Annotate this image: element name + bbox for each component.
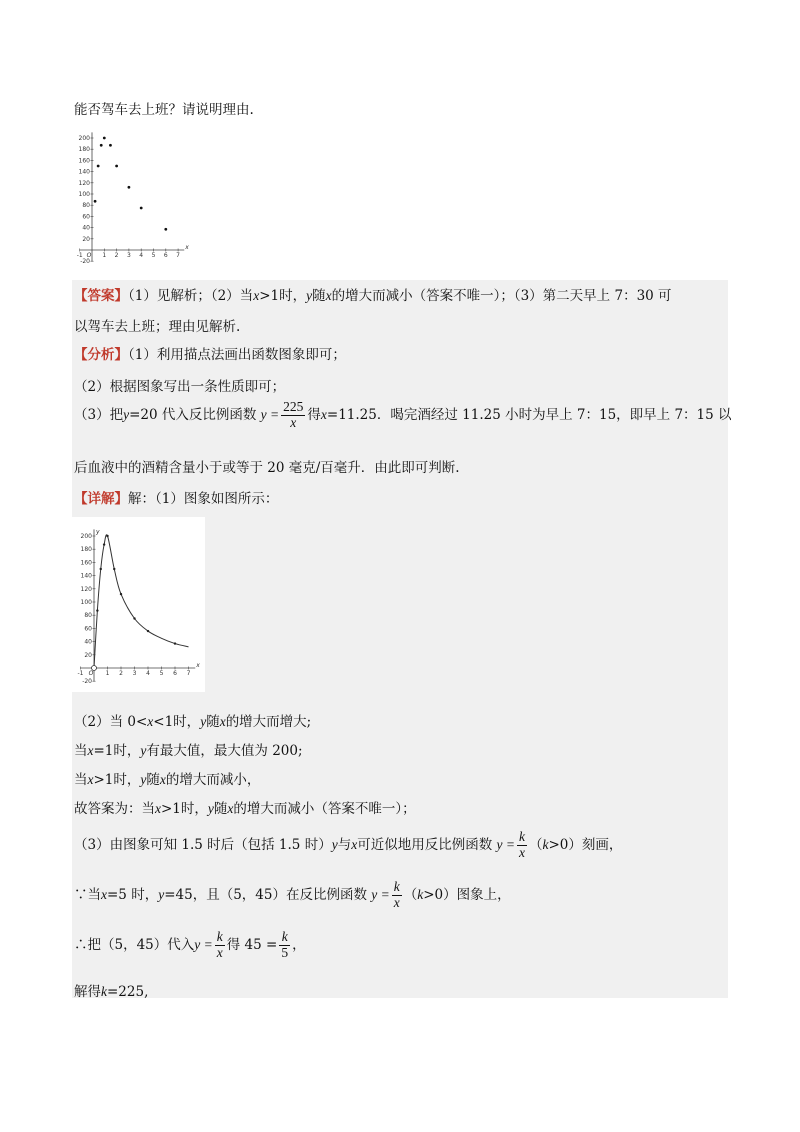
fraction-numerator: k (279, 930, 290, 946)
detail-text: （3）由图象可知 1.5 时后（包括 1.5 时） (74, 836, 332, 853)
x-tick-label: 4 (139, 252, 144, 259)
detail-p3-line-4 (74, 980, 148, 1000)
var-x: x (147, 714, 154, 729)
detail-text: 有最大值，最大值为 200; (146, 743, 303, 759)
x-tick-label: 5 (151, 252, 156, 259)
x-tick-label: -1 (76, 252, 83, 259)
var-y: y (140, 772, 147, 787)
x-axis-label: x (196, 662, 200, 669)
detail-p2-line-1 (74, 710, 311, 730)
analysis-line-4: 后血液中的酒精含量小于或等于 20 毫克/百毫升．由此即可判断. (74, 460, 460, 476)
detail-text: =5 时， (107, 886, 159, 903)
var-x: x (227, 801, 234, 816)
x-axis-label: x (185, 244, 189, 251)
var-k: k (101, 984, 107, 999)
scatter-data-point (97, 165, 100, 168)
curve-plot-figure (72, 517, 205, 692)
curve-data-point (120, 593, 122, 595)
detail-text: 的增大而减小（答案不唯一）； (233, 801, 416, 817)
curve-series-line (94, 535, 189, 668)
fraction-numerator: k (216, 929, 223, 944)
curve-data-point (106, 535, 108, 537)
var-x: x (87, 772, 94, 787)
var-k: k (417, 886, 424, 902)
fraction-denominator: x (290, 414, 297, 430)
scatter-plot-figure (72, 126, 189, 268)
scatter-data-point (94, 200, 97, 203)
scatter-data-point (109, 144, 112, 147)
x-tick-label: 3 (126, 252, 131, 259)
analysis-tag: 【分析】 (74, 347, 128, 363)
fraction-225-over-x (281, 400, 305, 431)
x-tick-label: O (88, 670, 94, 677)
detail-text: =225, (107, 984, 149, 1000)
detail-text: （2）当 0< (74, 714, 148, 730)
y-tick-label: 140 (80, 572, 92, 580)
fraction-k-over-x (215, 930, 225, 961)
x-tick-label: 6 (173, 670, 177, 677)
fraction-k-over-x (517, 830, 527, 861)
y-tick-label: 100 (80, 599, 92, 606)
answer-text: （1）见解析；（2）当 (128, 288, 254, 304)
y-tick-label: 180 (78, 146, 90, 154)
y-tick-label: 80 (84, 612, 92, 620)
y-tick-label: 40 (84, 638, 92, 646)
y-tick-label: 200 (78, 135, 90, 142)
detail-text: =45，且（5，45）在反比例函数 (164, 886, 367, 903)
fraction-denominator: x (518, 844, 525, 860)
x-tick-label: -1 (77, 670, 84, 677)
curve-data-point (147, 630, 149, 632)
y-tick-label: 160 (80, 559, 92, 567)
detail-text: 当 (74, 743, 88, 759)
detail-text: 随 (213, 801, 228, 817)
analysis-line-2: （2）根据图象写出一条性质即可； (74, 379, 286, 395)
scatter-data-point (100, 144, 103, 147)
equation-lhs: y = (371, 886, 390, 902)
detail-p2-line-4 (74, 797, 416, 817)
analysis-text: 得 (307, 406, 321, 423)
y-tick-label: 60 (82, 213, 90, 221)
var-y: y (200, 714, 207, 729)
detail-text: >1时， (161, 801, 208, 817)
curve-data-point (174, 642, 176, 644)
detail-text: （ (403, 886, 418, 903)
var-x: x (87, 743, 94, 758)
detail-line-1 (74, 487, 278, 507)
curve-data-point (100, 568, 102, 570)
fraction-k-over-5 (279, 930, 290, 961)
analysis-text: =11.25．喝完酒经过 11.25 小时为早上 7：15，即早上 7：15 以 (326, 406, 732, 423)
analysis-text: （3）把 (74, 406, 124, 423)
analysis-line-1 (74, 343, 346, 363)
var-x: x (219, 714, 226, 729)
scatter-data-point (140, 207, 143, 210)
x-tick-label: 6 (163, 252, 168, 259)
x-tick-label: 5 (159, 670, 164, 677)
fraction-numerator: k (518, 829, 525, 844)
y-tick-label: 20 (82, 235, 90, 243)
detail-text: >1时， (93, 772, 141, 788)
y-tick-label: 120 (80, 585, 92, 593)
var-x: x (253, 288, 260, 303)
fraction-denominator: 5 (281, 944, 289, 960)
detail-text: 的增大而增大; (225, 714, 312, 730)
detail-text: ∵当 (74, 886, 101, 903)
scatter-data-point (103, 137, 106, 140)
fraction-numerator: 225 (283, 399, 304, 414)
answer-tag: 【答案】 (74, 288, 128, 304)
x-tick-label: 3 (132, 670, 137, 677)
detail-p3-line-2 (74, 880, 511, 911)
y-tick-label: 180 (80, 546, 92, 554)
detail-text: 当 (74, 772, 88, 788)
fraction-denominator: x (393, 894, 400, 910)
fraction-numerator: k (393, 879, 400, 894)
x-tick-label: 4 (146, 670, 150, 677)
fraction-k-over-x (392, 880, 402, 911)
curve-data-point (103, 543, 105, 545)
y-tick-label: -20 (82, 678, 92, 686)
equation-lhs: y = (496, 836, 515, 852)
x-tick-label: 2 (114, 252, 119, 259)
detail-text: 解得 (74, 984, 101, 1000)
answer-text: 的增大而减小（答案不唯一）；（3）第二天早上 7：30 可 (331, 288, 672, 304)
detail-text: ， (292, 936, 306, 953)
x-tick-label: 7 (176, 252, 181, 259)
detail-text: 随 (146, 772, 160, 788)
detail-tag: 【详解】 (74, 491, 128, 507)
detail-text: 可近似地用反比例函数 (357, 836, 493, 853)
y-tick-label: 160 (78, 157, 90, 165)
x-tick-label: 2 (119, 670, 123, 677)
detail-text: >0）刻画， (548, 836, 623, 853)
y-tick-label: 140 (78, 168, 90, 176)
var-k: k (542, 836, 549, 852)
var-y: y (306, 288, 313, 303)
var-x: x (155, 801, 161, 816)
equation-lhs: y = (194, 936, 213, 952)
detail-text: ∴把（5，45）代入 (74, 936, 195, 953)
detail-text: >0）图象上， (423, 886, 511, 903)
detail-text: =1时， (93, 743, 141, 759)
detail-text: 与 (337, 836, 352, 853)
question-tail-text: 能否驾车去上班？请说明理由. (74, 102, 254, 118)
scatter-data-point (164, 228, 167, 231)
detail-p3-line-1 (74, 830, 622, 861)
var-x: x (351, 836, 358, 852)
detail-text: 解：（1）图象如图所示： (128, 491, 279, 507)
var-y: y (331, 836, 338, 852)
scatter-data-point (115, 165, 118, 168)
detail-p2-line-3 (74, 768, 260, 788)
detail-text: （ (528, 836, 543, 853)
var-x: x (101, 886, 107, 902)
y-tick-label: 100 (78, 191, 90, 198)
x-tick-label: 7 (186, 670, 191, 677)
answer-line-2: 以驾车去上班；理由见解析. (74, 319, 241, 335)
y-tick-label: 40 (82, 224, 90, 232)
var-y: y (140, 743, 147, 758)
equation-lhs: y = (260, 406, 280, 422)
y-tick-label: 60 (84, 625, 92, 633)
detail-text: <1时， (153, 714, 201, 730)
curve-data-point (133, 617, 135, 619)
detail-p2-line-2 (74, 739, 303, 759)
fraction-denominator: x (216, 944, 223, 960)
curve-data-point (113, 568, 115, 570)
analysis-text: （1）利用描点法画出函数图象即可； (128, 347, 346, 363)
detail-text: 的增大而减小， (165, 772, 261, 788)
var-y: y (158, 886, 165, 902)
var-x: x (320, 406, 327, 422)
detail-p3-line-3 (74, 930, 306, 961)
var-x: x (159, 772, 166, 787)
y-tick-label: 120 (78, 179, 90, 187)
x-tick-label: 1 (105, 670, 110, 677)
x-tick-label: O (86, 252, 92, 259)
curve-data-point (96, 609, 98, 611)
y-tick-label: 20 (84, 651, 92, 659)
detail-text: 随 (206, 714, 220, 730)
answer-text: 随 (312, 288, 326, 304)
scatter-data-point (128, 186, 131, 189)
var-y: y (123, 406, 130, 422)
y-tick-label: -20 (80, 258, 90, 266)
analysis-text: =20 代入反比例函数 (129, 406, 257, 423)
answer-line-1 (74, 284, 672, 304)
answer-text: >1时， (259, 288, 307, 304)
y-axis-label: y (96, 528, 100, 536)
detail-text: 故答案为：当 (74, 801, 155, 817)
detail-text: 得 45 = (226, 936, 278, 953)
x-tick-label: 1 (102, 252, 107, 259)
y-tick-label: 200 (80, 533, 92, 540)
analysis-line-3 (74, 400, 732, 431)
var-y: y (207, 801, 214, 816)
y-tick-label: 80 (82, 202, 90, 210)
curve-origin-open-point (92, 666, 97, 671)
var-x: x (325, 288, 332, 303)
